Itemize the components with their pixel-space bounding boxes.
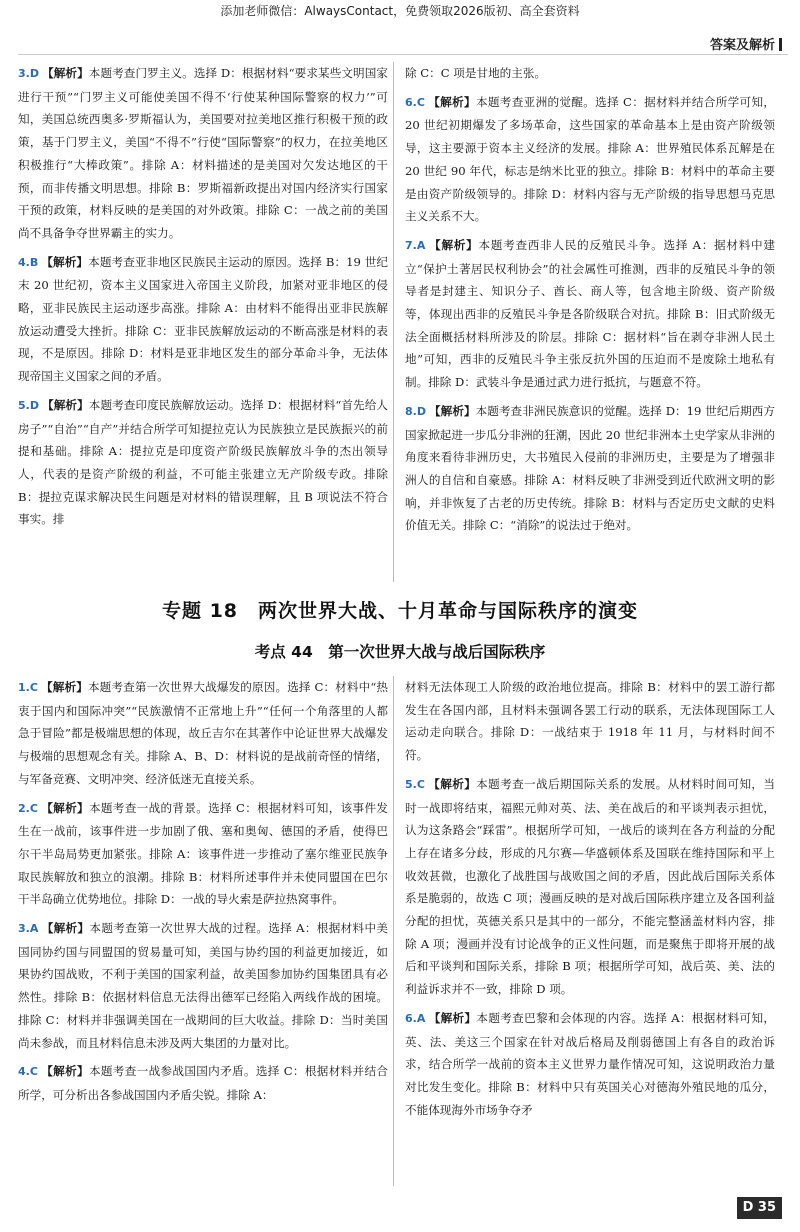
answer-letter: C — [29, 801, 38, 815]
analysis-text: 本题考查亚非地区民族民主运动的原因。选择 B：19 世纪末 20 世纪初，资本主义国家进入帝国主义阶段，加紧对亚非地区的侵略，亚非民族民主运动逐步高涨。排除 A：由材料不能得出亚非民族解放运动遭受大挫折。排除 C：亚非民族解放运动的不断高涨是材料的表现，不是原因。排除 D：材料是亚非地区发生的部分革命斗争，无法体现帝国主义国家之间的矛盾。 — [18, 254, 388, 384]
answer-letter: D — [29, 398, 39, 412]
analysis-tag: 【解析】 — [41, 66, 89, 80]
question-number: 3. — [18, 67, 30, 80]
answer-entry — [18, 797, 388, 912]
analysis-text: 本题考查印度民族解放运动。选择 D：根据材料“首先给人房子”“自治”“自产”并结合所学可知提拉克认为民族独立是民族振兴的前提和基础。排除 A：提拉克是印度资产阶级民族解放斗争的杰出领导人，代表的是资产阶级的利益，不可能主张建立无产阶级专政。排除 B：提拉克谋求解决民生问题是对材料的错误理解，且 B 项说法不符合事实。排 — [18, 397, 388, 527]
analysis-tag: 【解析】 — [40, 1064, 89, 1079]
analysis-text: 本题考查亚洲的觉醒。选择 C：据材料并结合所学可知，20 世纪初期爆发了多场革命，这些国家的革命基本上是由资产阶级领导，这主要源于资本主义经济的发展。排除 A：世界殖民体系瓦解是在 20 世纪 90 年代，标志是纳米比亚的独立。排除 B：材料中的革命主要是由资产阶级领导的。排除 D：材料内容与无产阶级的指导思想马克思主义关系不大。 — [405, 94, 775, 224]
analysis-tag: 【解析】 — [427, 94, 476, 109]
analysis-text: 本题考查巴黎和会体现的内容。选择 A：根据材料可知，英、法、美这三个国家在针对战后格局及削弱德国上有各自的政治诉求，结合所学一战前的资本主义世界力量作情况可知，这说明政治力量对比发生变化。排除 B：材料中只有英国关心对德海外殖民地的瓜分，不能体现海外市场争夺矛 — [405, 1010, 775, 1117]
analysis-text: 本题考查一战参战国国内矛盾。选择 C：根据材料并结合所学，可分析出各参战国国内矛盾尖锐。排除 A： — [18, 1064, 388, 1102]
analysis-tag: 【解析】 — [41, 921, 90, 936]
analysis-text: 本题考查一战后期国际关系的发展。从材料时间可知，当时一战即将结束，福熙元帅对英、法、美在战后的和平谈判表示担忧，认为这条路会“踩雷”。根据所学可知，一战后的谈判在各方利益的分配上存在诸多分歧，形成的凡尔赛—华盛顿体系及国联在维持国际和平上收效甚微，也激化了战胜国与战败国之间的矛盾，因此战后国际关系体系是脆弱的，故选 C 项；漫画反映的是对战后国际秩序建立及各国利益分配的担忧，英德关系只是其中的一部分，不能完整涵盖材料内容，排除 A 项；漫画并没有讨论战争的正义性问题，而是聚焦于即将开展的战后和平谈判和国际关系，排除 B 项；根据所学可知，战后英、美、法的利益诉求并不一致，排除 D 项。 — [405, 776, 775, 997]
answer-entry — [18, 251, 388, 388]
answer-entry — [18, 1060, 388, 1106]
question-number: 7. — [405, 238, 417, 252]
lower-left-column — [18, 676, 388, 1113]
answer-letter: C — [29, 1065, 38, 1079]
question-number: 6. — [405, 95, 417, 109]
question-number: 4. — [18, 1065, 30, 1079]
answer-letter: B — [29, 255, 39, 269]
promo-notice: 添加老师微信：AlwaysContact，免费领取2026版初、高全套资料 — [220, 4, 580, 18]
question-number: 1. — [18, 681, 30, 694]
analysis-tag: 【解析】 — [428, 403, 476, 418]
answer-letter: C — [416, 777, 425, 791]
topic-title: 专题 18 两次世界大战、十月革命与国际秩序的演变 — [161, 600, 639, 622]
answer-entry — [18, 917, 388, 1054]
answer-letter: A — [416, 238, 426, 252]
answer-entry — [405, 91, 775, 228]
analysis-tag: 【解析】 — [428, 1010, 477, 1025]
analysis-text: 本题考查非洲民族意识的觉醒。选择 D：19 世纪后期西方国家掀起进一步瓜分非洲的狂潮，因此 20 世纪非洲本土史学家从非洲的角度来看待非洲历史，大书殖民入侵前的非洲历史，主要是为了增强非洲人的自信和自豪感。排除 A：材料反映了非洲受到近代欧洲文明的影响，并非恢复了古老的历史传统。排除 B：材料与否定历史文献的史料价值无关。排除 C：“消除”的说法过于绝对。 — [405, 403, 775, 533]
analysis-text: 本题考查第一次世界大战的过程。选择 A：根据材料中美国同协约国与同盟国的贸易量可知，美国与协约国的利益更加接近，如果协约国战败，不利于美国的国家利益，故美国参加协约国集团具有必然性。排除 B：依据材料信息无法得出德军已经陷入两线作战的困境。排除 C：材料并非强调美国在一战期间的巨大收益。排除 D：当时美国尚未参战，而且材料信息未涉及两大集团的力量对比。 — [18, 921, 388, 1050]
continued-text: 材料无法体现工人阶级的政治地位提高。排除 B：材料中的罢工游行都发生在各国内部，且材料未强调各罢工行动的联系，无法体现国际工人运动走向联合。排除 D：一战结束于 1918 年 11 月，与材料时间不符。 — [405, 680, 775, 763]
answer-entry — [18, 676, 388, 791]
continued-text: 除 C：C 项是甘地的主张。 — [405, 66, 547, 80]
analysis-tag: 【解析】 — [41, 397, 89, 412]
analysis-tag: 【解析】 — [428, 237, 479, 252]
analysis-tag: 【解析】 — [427, 776, 477, 791]
answer-entry — [18, 62, 388, 245]
column-divider-lower — [393, 676, 394, 1186]
answer-letter: A — [416, 1011, 426, 1025]
question-number: 6. — [405, 1011, 417, 1025]
answer-letter: D — [29, 67, 39, 80]
answer-letter: D — [416, 404, 426, 418]
question-number: 5. — [405, 777, 417, 791]
header-label-text: 答案及解析 — [709, 38, 775, 53]
page-number: D 35 — [737, 1197, 782, 1219]
answer-entry — [405, 1007, 775, 1122]
question-number: 5. — [18, 398, 30, 412]
answer-entry — [18, 394, 388, 531]
header-rule — [18, 54, 788, 55]
lower-right-column — [405, 676, 775, 1127]
answer-entry — [405, 400, 775, 537]
header-bar-decoration — [779, 38, 782, 51]
question-number: 2. — [18, 801, 30, 815]
answer-letter: C — [416, 95, 425, 109]
section-header-label — [710, 34, 782, 53]
column-divider-upper — [393, 62, 394, 582]
answer-entry — [405, 234, 775, 394]
analysis-tag: 【解析】 — [40, 680, 88, 694]
answer-letter: A — [29, 922, 39, 936]
analysis-text: 本题考查门罗主义。选择 D：根据材料“要求某些文明国家进行干预”“门罗主义可能使美国不得不‘行使某种国际警察的权力’”可知，美国总统西奥多·罗斯福认为，美国要对拉美地区推行积极干预的政策，基于门罗主义，美国“不得不”行使“国际警察”的权力，在拉美地区积极推行“大棒政策”。排除 A：材料描述的是美国对欠发达地区的干预，而非传播文明思想。排除 B：罗斯福新政提出对国内经济实行国家干预的政策，材料反映的是美国的对外政策。排除 C：一战之前的美国尚不具备争夺世界霸主的实力。 — [18, 66, 388, 240]
upper-left-column — [18, 62, 388, 537]
analysis-text: 本题考查西非人民的反殖民斗争。选择 A：据材料中建立“保护土著居民权利协会”的社会属性可推测，西非的反殖民斗争的领导者是封建主、知识分子、酋长、商人等，包含地主阶级、资产阶级等，体现出西非的反殖民斗争是各阶级联合对抗。排除 B：旧式阶级无法全面概括材料所涉及的阶层。排除 C：据材料“旨在剥夺非洲人民土地”可知，西非的反殖民斗争主张反抗外国的压迫而不是废除土地私有制。排除 D：武装斗争是通过武力进行抵抗，与题意不符。 — [405, 237, 775, 390]
question-number: 8. — [405, 404, 417, 418]
upper-right-column — [405, 62, 775, 543]
analysis-text: 本题考查一战的背景。选择 C：根据材料可知，该事件发生在一战前，该事件进一步加剧了俄、塞和奥匈、德国的矛盾，使得巴尔干半岛局势更加紧张。排除 A：该事件进一步推动了塞尔维亚民族争取民族解放和独立的浪潮。排除 B：材料所述事件并未使同盟国在巴尔干半岛确立优势地位。排除 D：一战的导火索是萨拉热窝事件。 — [18, 800, 388, 907]
question-number: 4. — [18, 255, 30, 269]
answer-entry — [405, 773, 775, 1001]
analysis-tag: 【解析】 — [40, 800, 89, 815]
analysis-tag: 【解析】 — [41, 254, 89, 269]
question-number: 3. — [18, 922, 30, 936]
answer-letter: C — [29, 681, 38, 694]
subtopic-title: 考点 44 第一次世界大战与战后国际秩序 — [254, 643, 546, 661]
analysis-text: 本题考查第一次世界大战爆发的原因。选择 C：材料中“热衷于国内和国际冲突”“民族激情不正常地上升”“任何一个角落里的人都急于冒险”都是极端思想的体现，故丘吉尔在其著作中论证世界大战爆发与极端的思想观念有关。排除 A、B、D：材料说的是战前奇怪的情绪，与军备竞赛、文明冲突、经济低迷无直接关系。 — [18, 680, 388, 786]
